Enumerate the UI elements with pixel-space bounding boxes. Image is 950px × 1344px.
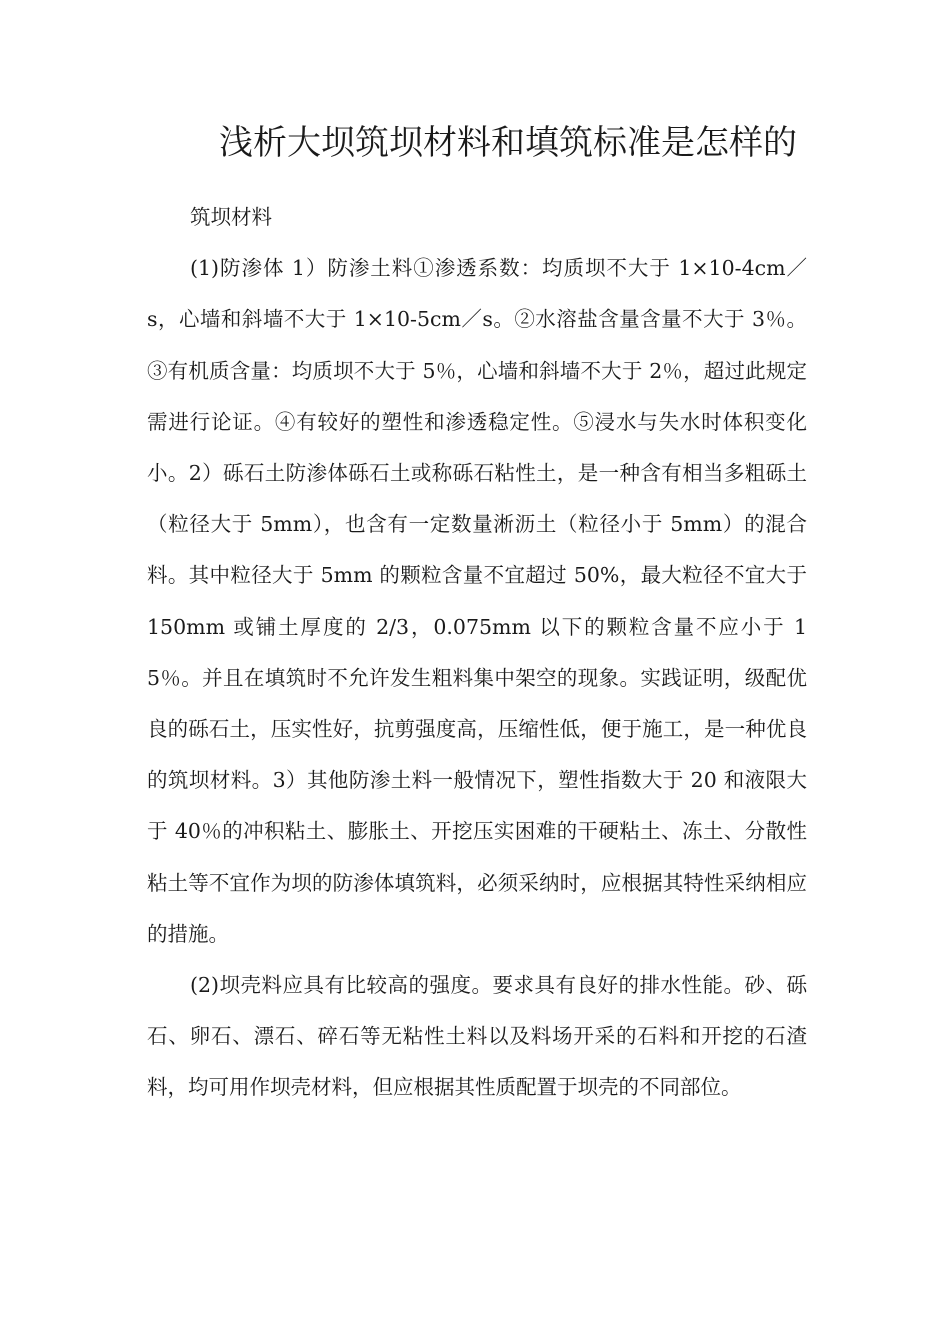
- document-title: 浅析大坝筑坝材料和填筑标准是怎样的: [219, 123, 797, 163]
- document-body: [147, 192, 807, 1114]
- paragraph-dam-shell: (2)坝壳料应具有比较高的强度。要求具有良好的排水性能。砂、砾石、卵石、漂石、碎石等无粘性土料以及料场开采的石料和开挖的石渣料，均可用作坝壳材料，但应根据其性质配置于坝壳的不同部位。: [147, 973, 807, 1100]
- paragraph-seepage-control: (1)防渗体 1）防渗土料①渗透系数：均质坝不大于 1×10-4cm／s，心墙和斜墙不大于 1×10-5cm／s。②水溶盐含量含量不大于 3％。③有机质含量：均质坝不大于 5％，心墙和斜墙不大于 2％，超过此规定需进行论证。④有较好的塑性和渗透稳定性。⑤浸水与失水时体积变化小。2）砾石土防渗体砾石土或称砾石粘性土，是一种含有相当多粗砾土（粒径大于 5mm），也含有一定数量淅沥土（粒径小于 5mm）的混合料。其中粒径大于 5mm 的颗粒含量不宜超过 50%，最大粒径不宜大于 150mm 或铺土厚度的 2/3，0.075mm 以下的颗粒含量不应小于 15％。并且在填筑时不允许发生粗料集中架空的现象。实践证明，级配优良的砾石土，压实性好，抗剪强度高，压缩性低，便于施工，是一种优良的筑坝材料。3）其他防渗土料一般情况下，塑性指数大于 20 和液限大于 40％的冲积粘土、膨胀土、开挖压实困难的干硬粘土、冻土、分散性粘土等不宜作为坝的防渗体填筑料，必须采纳时，应根据其特性采纳相应的措施。: [147, 256, 807, 946]
- paragraph-section-heading: 筑坝材料: [190, 205, 272, 229]
